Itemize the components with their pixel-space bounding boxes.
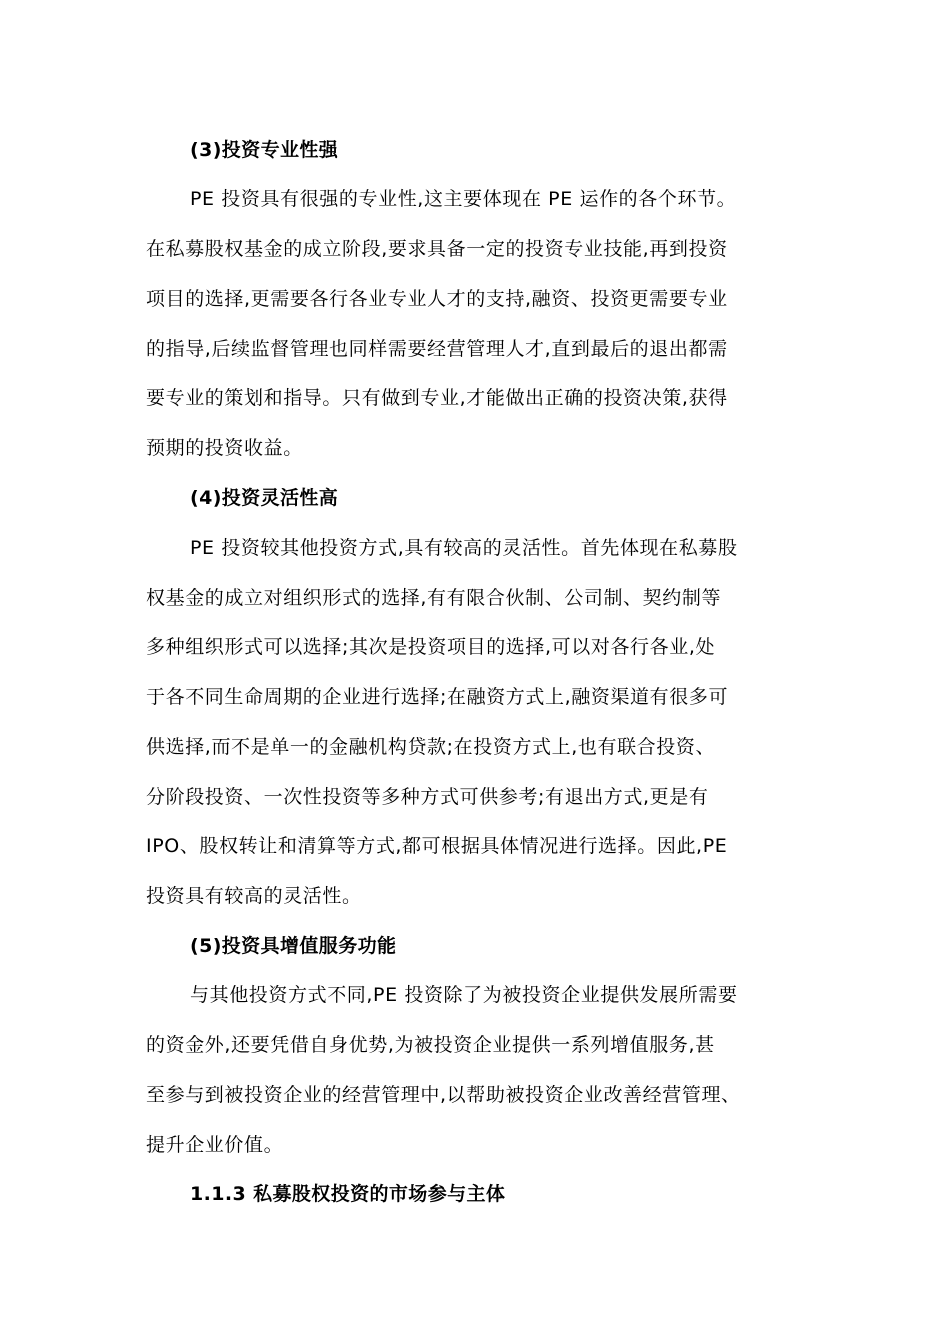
section-heading: (3)投资专业性强	[190, 139, 339, 161]
paragraph-line: 与其他投资方式不同,PE 投资除了为被投资企业提供发展所需要	[190, 984, 738, 1006]
paragraph-line: 供选择,而不是单一的金融机构贷款;在投资方式上,也有联合投资、	[146, 736, 716, 758]
paragraph-line: 至参与到被投资企业的经营管理中,以帮助被投资企业改善经营管理、	[146, 1084, 741, 1106]
paragraph-line: 于各不同生命周期的企业进行选择;在融资方式上,融资渠道有很多可	[146, 686, 729, 708]
paragraph-line: 项目的选择,更需要各行各业专业人才的支持,融资、投资更需要专业	[146, 288, 728, 310]
section-heading: (5)投资具增值服务功能	[190, 935, 397, 957]
section-heading: (4)投资灵活性高	[190, 487, 339, 509]
paragraph-line: 在私募股权基金的成立阶段,要求具备一定的投资专业技能,再到投资	[146, 238, 728, 260]
paragraph-line: 的资金外,还要凭借自身优势,为被投资企业提供一系列增值服务,甚	[146, 1034, 715, 1056]
subsection-heading: 1.1.3 私募股权投资的市场参与主体	[190, 1183, 506, 1205]
paragraph-line: 分阶段投资、一次性投资等多种方式可供参考;有退出方式,更是有	[146, 786, 709, 808]
paragraph-line: IPO、股权转让和清算等方式,都可根据具体情况进行选择。因此,PE	[146, 835, 728, 857]
paragraph-line: 投资具有较高的灵活性。	[146, 885, 362, 907]
paragraph-line: 要专业的策划和指导。只有做到专业,才能做出正确的投资决策,获得	[146, 387, 728, 409]
paragraph-line: 提升企业价值。	[146, 1134, 284, 1156]
paragraph-line: 预期的投资收益。	[146, 437, 303, 459]
paragraph-line: 权基金的成立对组织形式的选择,有有限合伙制、公司制、契约制等	[146, 587, 722, 609]
paragraph-line: PE 投资具有很强的专业性,这主要体现在 PE 运作的各个环节。	[190, 188, 737, 210]
paragraph-line: PE 投资较其他投资方式,具有较高的灵活性。首先体现在私募股	[190, 537, 738, 559]
paragraph-line: 的指导,后续监督管理也同样需要经营管理人才,直到最后的退出都需	[146, 338, 728, 360]
paragraph-line: 多种组织形式可以选择;其次是投资项目的选择,可以对各行各业,处	[146, 636, 716, 658]
